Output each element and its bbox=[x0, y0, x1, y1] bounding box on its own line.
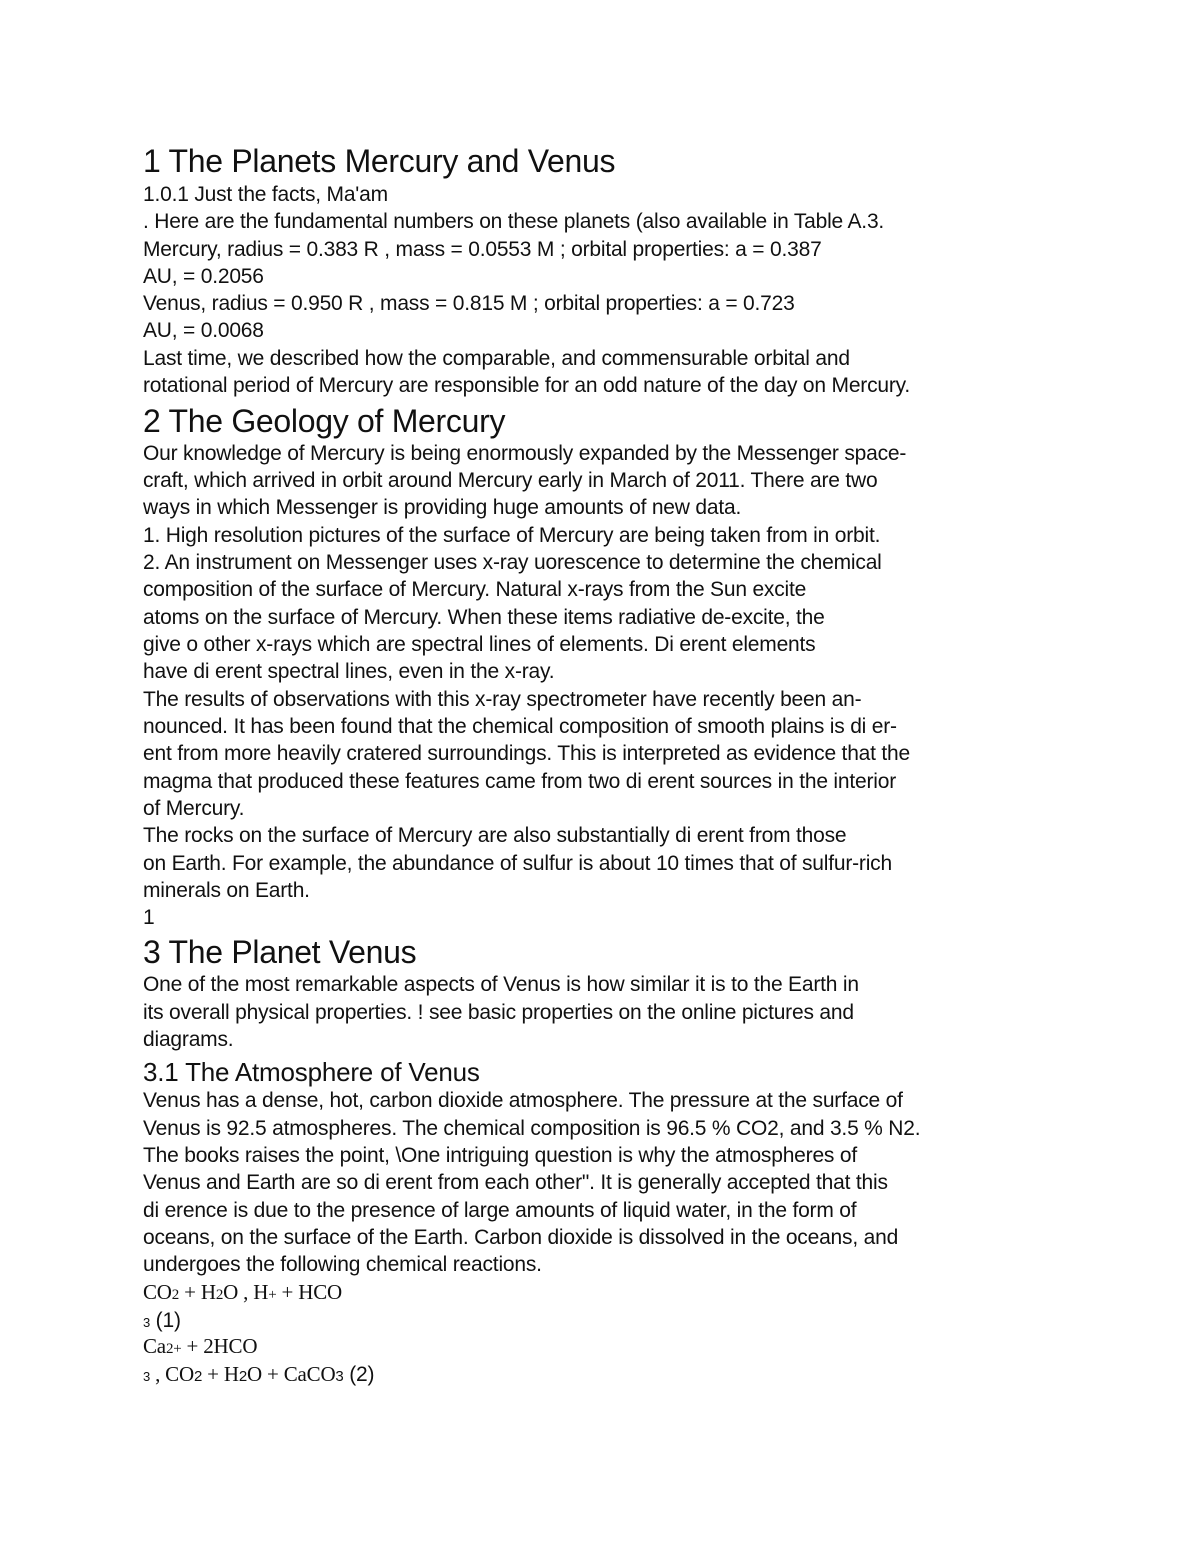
text-line: 1. High resolution pictures of the surface of Mercury are being taken from in orbit. bbox=[143, 524, 881, 547]
text-line: of Mercury. bbox=[143, 797, 245, 820]
text-line: composition of the surface of Mercury. Natural x-rays from the Sun excite bbox=[143, 578, 807, 601]
text-line: craft, which arrived in orbit around Mercury early in March of 2011. There are two bbox=[143, 469, 878, 492]
text-line: Venus and Earth are so di erent from each other". It is generally accepted that this bbox=[143, 1171, 888, 1194]
text-line: The books raises the point, \One intriguing question is why the atmospheres of bbox=[143, 1144, 857, 1167]
subsection-3-1-heading: 3.1 The Atmosphere of Venus bbox=[143, 1057, 480, 1087]
text-line: Last time, we described how the comparable, and commensurable orbital and bbox=[143, 347, 850, 370]
text-line: One of the most remarkable aspects of Venus is how similar it is to the Earth in bbox=[143, 973, 859, 996]
text-line: ent from more heavily cratered surroundings. This is interpreted as evidence that the bbox=[143, 742, 911, 765]
text-line: its overall physical properties. ! see basic properties on the online pictures and bbox=[143, 1001, 854, 1024]
subsection-heading: 1.0.1 Just the facts, Ma'am bbox=[143, 183, 388, 206]
text-line: ways in which Messenger is providing huge amounts of new data. bbox=[143, 496, 742, 519]
text-line: atoms on the surface of Mercury. When these items radiative de-excite, the bbox=[143, 606, 825, 629]
text-line: oceans, on the surface of the Earth. Carbon dioxide is dissolved in the oceans, and bbox=[143, 1226, 899, 1249]
text-line: on Earth. For example, the abundance of sulfur is about 10 times that of sulfur-rich bbox=[143, 852, 892, 875]
text-line: AU, = 0.2056 bbox=[143, 265, 264, 288]
text-line: Venus, radius = 0.950 R , mass = 0.815 M ; orbital properties: a = 0.723 bbox=[143, 292, 795, 315]
section-1-heading: 1 The Planets Mercury and Venus bbox=[143, 143, 616, 179]
text-line: Venus is 92.5 atmospheres. The chemical composition is 96.5 % CO2, and 3.5 % N2. bbox=[143, 1117, 921, 1140]
text-line: magma that produced these features came from two di erent sources in the interior bbox=[143, 770, 897, 793]
equation-1: CO2 + H2O , H+ + HCO bbox=[143, 1280, 342, 1304]
text-line: The results of observations with this x-ray spectrometer have recently been an- bbox=[143, 688, 862, 711]
text-line: AU, = 0.0068 bbox=[143, 319, 264, 342]
text-line: nounced. It has been found that the chemical composition of smooth plains is di er- bbox=[143, 715, 897, 738]
text-line: minerals on Earth. bbox=[143, 879, 310, 902]
text-line: 2. An instrument on Messenger uses x-ray uorescence to determine the chemical bbox=[143, 551, 882, 574]
equation-1-tag: 3 (1) bbox=[143, 1309, 181, 1332]
section-3-heading: 3 The Planet Venus bbox=[143, 934, 417, 970]
text-line: give o other x-rays which are spectral lines of elements. Di erent elements bbox=[143, 633, 816, 656]
text-line: Our knowledge of Mercury is being enormously expanded by the Messenger space- bbox=[143, 442, 907, 465]
text-line: Mercury, radius = 0.383 R , mass = 0.0553 M ; orbital properties: a = 0.387 bbox=[143, 238, 822, 261]
text-line: . Here are the fundamental numbers on these planets (also available in Table A.3. bbox=[143, 210, 885, 233]
text-line: di erence is due to the presence of large amounts of liquid water, in the form of bbox=[143, 1199, 857, 1222]
equation-2: Ca2+ + 2HCO bbox=[143, 1334, 258, 1358]
page-number: 1 bbox=[143, 906, 155, 929]
text-line: undergoes the following chemical reactions. bbox=[143, 1253, 542, 1276]
text-line: The rocks on the surface of Mercury are also substantially di erent from those bbox=[143, 824, 847, 847]
text-line: rotational period of Mercury are responsible for an odd nature of the day on Mercury. bbox=[143, 374, 911, 397]
text-line: have di erent spectral lines, even in the x-ray. bbox=[143, 660, 555, 683]
section-2-heading: 2 The Geology of Mercury bbox=[143, 403, 506, 439]
text-line: Venus has a dense, hot, carbon dioxide atmosphere. The pressure at the surface of bbox=[143, 1089, 903, 1112]
text-line: diagrams. bbox=[143, 1028, 234, 1051]
equation-2-tag: 3 , CO2 + H2O + CaCO3 (2) bbox=[143, 1362, 375, 1386]
